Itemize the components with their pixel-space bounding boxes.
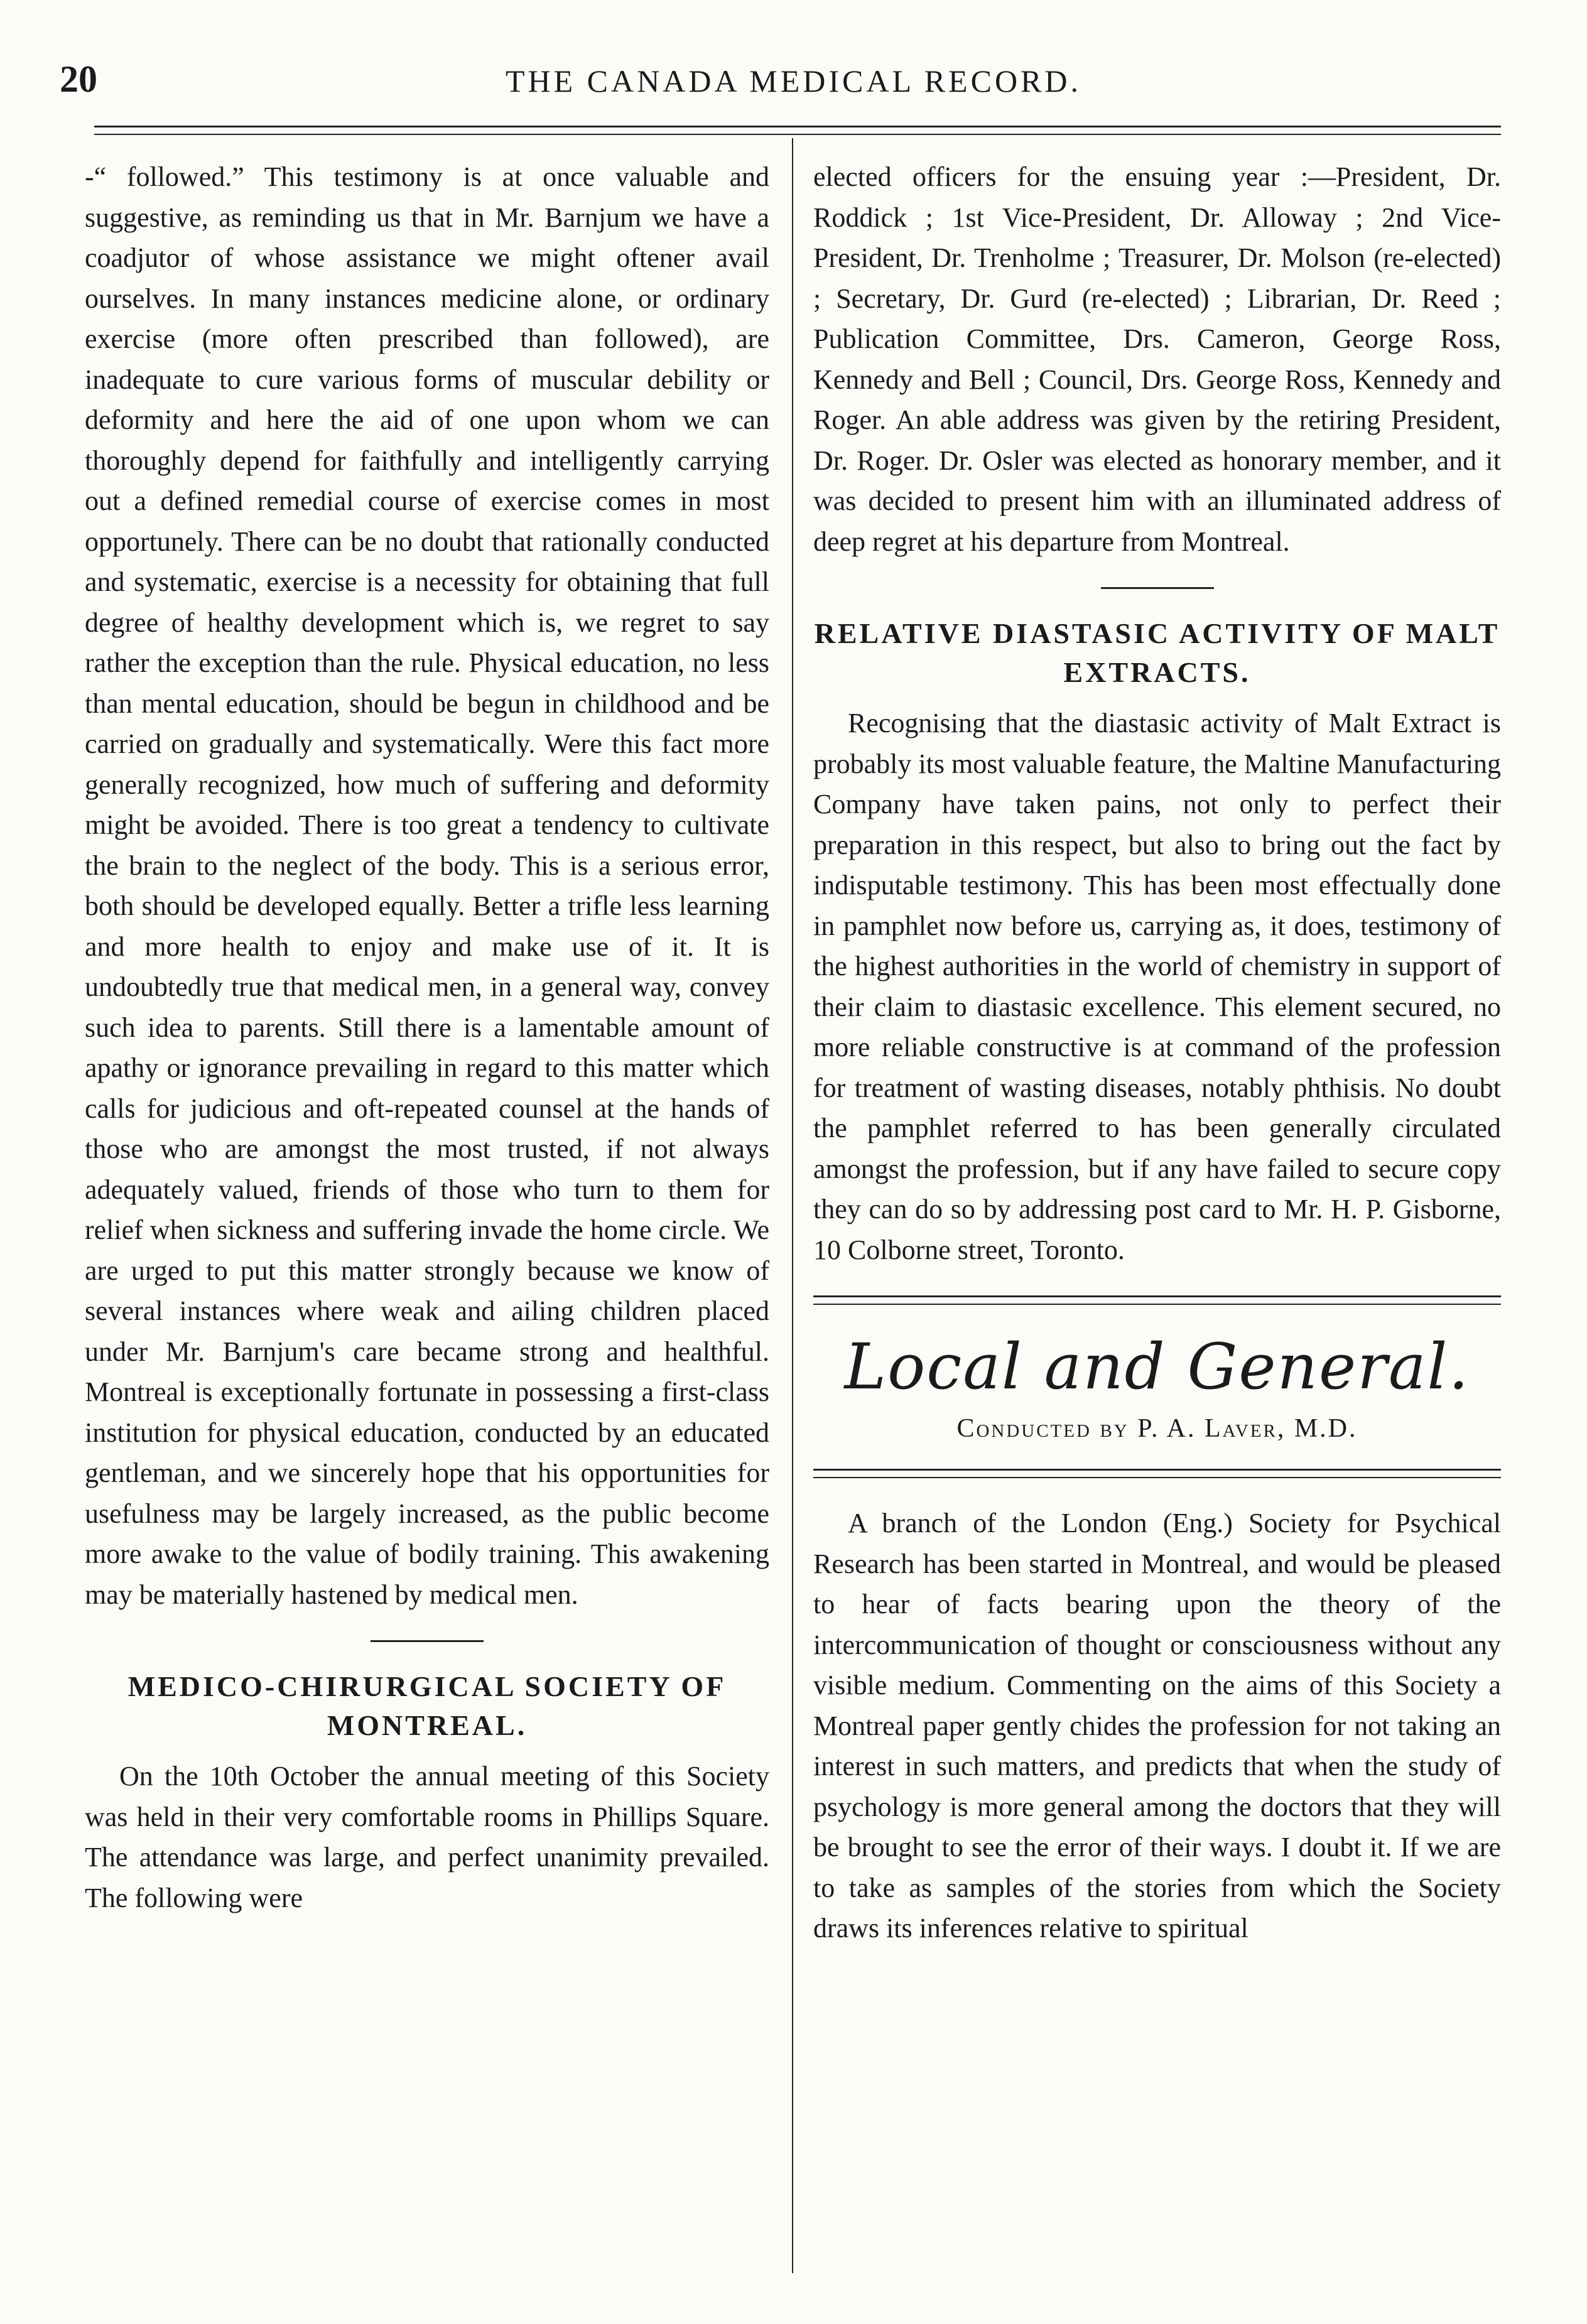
page-number: 20 <box>60 58 97 100</box>
right-paragraph-1: elected officers for the ensuing year :—President, Dr. Roddick ; 1st Vice-President, Dr. Alloway ; 2nd Vice-President, Dr. Trenholme ; Treasurer, Dr. Molson (re-elected) ; Secretary, Dr. Gurd (re-elected) ; Librarian, Dr. Reed ; Publication Committee, Drs. Cameron, George Ross, Kennedy and Bell ; Council, Drs. George Ross, Kennedy and Roger. An able address was given by the retiring President, Dr. Roger. Dr. Osler was elected as honorary member, and it was decided to present him with an illuminated address of deep regret at his departure from Montreal. <box>813 161 1501 557</box>
medico-chirurgical-heading: MEDICO-CHIRURGICAL SOCIETY OF MONTREAL. <box>127 1670 727 1741</box>
left-paragraph-1: -“ followed.” This testimony is at once valuable and suggestive, as reminding us that in Mr. Barnjum we have a coadjutor of whose assistance we might oftener avail ourselves. In many instances medicine alone, or ordinary exercise (more often prescribed than followed), are inadequate to cure various forms of muscular debility or deformity and here the aid of one upon whom we can thoroughly depend for faithfully and intelligently carrying out a defined remedial course of exercise comes in most opportunely. There can be no doubt that rationally conducted and systematic, exercise is a necessity for obtaining that full degree of healthy development which is, we regret to say rather the exception than the rule. Physical education, no less than mental education, should be begun in childhood and be carried on gradually and systematically. Were this fact more generally recognized, how much of suffering and deformity might be avoided. There is too great a tendency to cultivate the brain to the neglect of the body. This is a serious error, both should be developed equally. Better a trifle less learning and more health to enjoy and make use of it. It is undoubtedly true that medical men, in a general way, convey such idea to parents. Still there is a lamentable amount of apathy or ignorance prevailing in regard to this matter which calls for judicious and oft-repeated counsel at the hands of those who are amongst the most trusted, if not always adequately valued, friends of those who turn to them for relief when sickness and suffering invade the home circle. We are urged to put this matter strongly because we know of several instances where weak and ailing children placed under Mr. Barnjum's care became strong and healthful. Montreal is exceptionally fortunate in possessing a first-class institution for physical education, conducted by an educated gentleman, and we sincerely hope that his opportunities for usefulness may be largely increased, as the public become more awake to the value of bodily training. This awakening may be materially hastened by medical men. <box>85 161 769 1610</box>
journal-title: THE CANADA MEDICAL RECORD. <box>505 63 1082 99</box>
section-divider-right <box>1101 587 1214 589</box>
header-rule <box>94 126 1501 135</box>
right-paragraph-3 <box>813 1503 1501 1949</box>
left-paragraph-2-text: On the 10th October the annual meeting of this Society was held in their very comfortable rooms in Phillips Square. The attendance was large, and perfect unanimity prevailed. The following were <box>85 1761 769 1913</box>
section-rule-top <box>813 1295 1501 1305</box>
right-paragraph-2-text: Recognising that the diastasic activity of Malt Extract is probably its most valuable feature, the Maltine Manufacturing Company have taken pains, not only to perfect their preparation in this respect, but also to bring out the fact by indisputable testimony. This has been most effectually done in pamphlet now before us, carrying as, it does, testimony of the highest authorities in the world of chemistry in support of their claim to diastasic excellence. This element secured, no more reliable constructive is at command of the profession for treatment of wasting diseases, notably phthisis. No doubt the pamphlet referred to has been generally circulated amongst the profession, but if any have failed to secure copy they can do so by addressing post card to Mr. H. P. Gisborne, 10 Colborne street, Toronto. <box>813 708 1501 1265</box>
left-column <box>85 157 769 1918</box>
right-paragraph-3-text: A branch of the London (Eng.) Society for Psychical Research has been started in Montreal, and would be pleased to hear of facts bearing upon the theory of the intercommunication of thought or consciousness without any visible medium. Commenting on the aims of this Society a Montreal paper gently chides the profession for not taking an interest in such matters, and predicts that when the study of psychology is more general among the doctors that they will be brought to see the error of their ways. I doubt it. If we are to take as samples of the stories from which the Society draws its inferences relative to spiritual <box>813 1508 1501 1943</box>
right-column <box>813 157 1501 1949</box>
section-conductor: Conducted by P. A. Laver, M.D. <box>956 1414 1358 1443</box>
section-rule-bottom <box>813 1469 1501 1478</box>
column-divider <box>792 138 793 2273</box>
page-header <box>0 58 1587 114</box>
diastasic-heading: RELATIVE DIASTASIC ACTIVITY OF MALT EXTRACTS. <box>814 617 1500 688</box>
left-paragraph-2 <box>85 1756 769 1918</box>
local-general-title: Local and General. <box>844 1330 1470 1403</box>
right-paragraph-2 <box>813 703 1501 1270</box>
section-divider-left <box>371 1640 484 1642</box>
